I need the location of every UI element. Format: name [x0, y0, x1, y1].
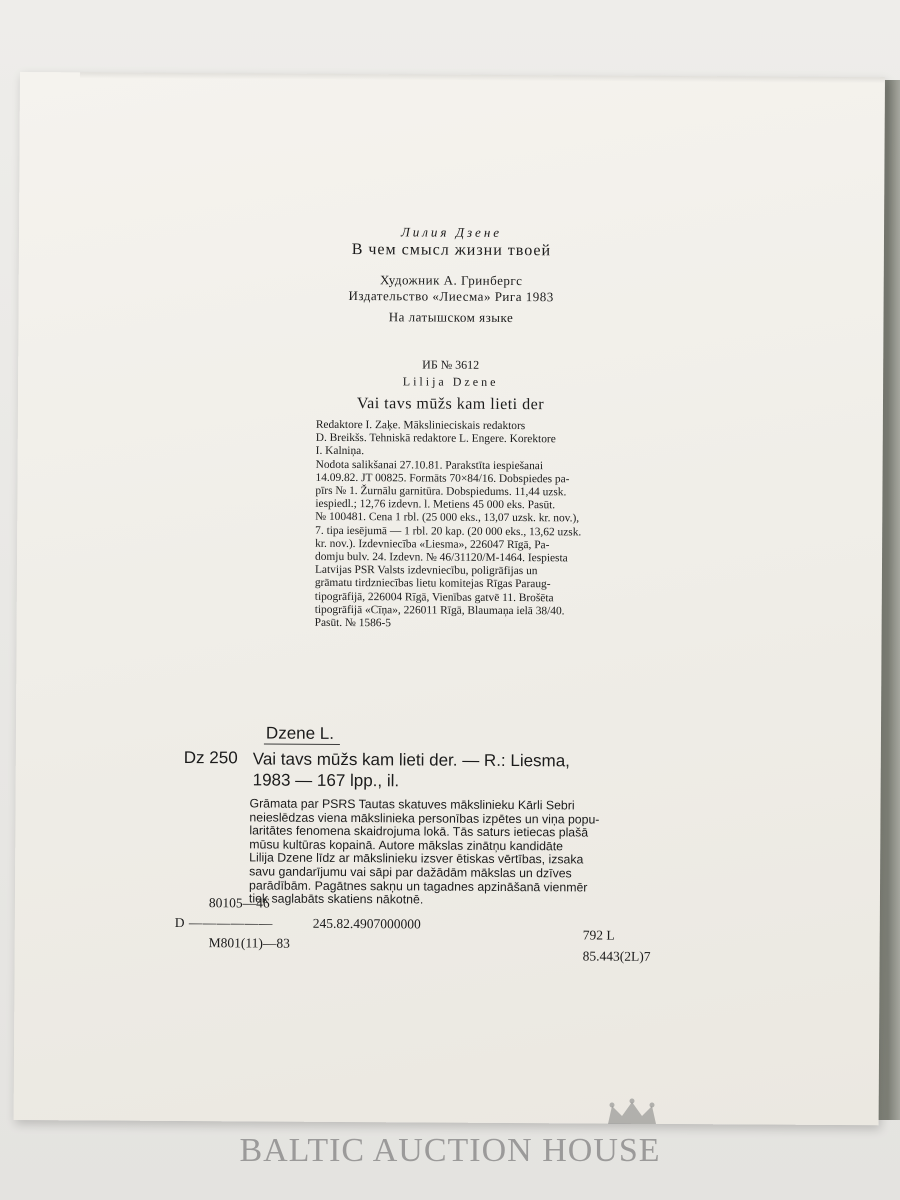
watermark-text: BALTIC AUCTION HOUSE	[239, 1132, 661, 1169]
colophon-line: tipogrāfijā «Cīņa», 226011 Rīgā, Blaumaņa ielā 38/40.	[314, 603, 565, 618]
catalog-title-line: Vai tavs mūžs kam lieti der. — R.: Liesma,	[252, 749, 570, 771]
annotation-line: laritātes fenomena skaidrojuma lokā. Tās saturs ietiecas plašā	[249, 823, 589, 840]
latvian-author: Lilija Dzene	[402, 374, 499, 389]
colophon-line: Latvijas PSR Valsts izdevniecību, poligrāfijas un	[314, 564, 538, 578]
colophon-line: grāmatu tirdzniecības lietu komitejas Rīgas Paraug-	[314, 577, 551, 591]
ib-number: ИБ № 3612	[422, 357, 480, 372]
book-page	[14, 72, 885, 1125]
catalog-annotation	[249, 797, 768, 909]
crown-icon	[604, 1098, 660, 1128]
annotation-line: tiek saglabāts skatiens nākotnē.	[248, 891, 424, 907]
catalog-code-udc: 792 L	[582, 927, 615, 943]
colophon-line: Redaktore I. Zaķe. Mākslinieciskais redaktors	[315, 418, 526, 433]
latvian-title: Vai tavs mūžs kam lieti der	[356, 395, 545, 414]
russian-title: В чем смысл жизни твоей	[351, 241, 552, 260]
russian-publisher: Издательство «Лиесма» Рига 1983	[348, 288, 554, 305]
colophon-line: Pasūt. № 1586-5	[314, 616, 392, 630]
colophon-line: 14.09.82. JT 00825. Formāts 70×84/16. Dobspiedes pa-	[315, 471, 570, 486]
annotation-line: mūsu kultūras kopainā. Autore mākslas zinātņu kandidāte	[249, 837, 564, 854]
catalog-title-line: 1983 — 167 lpp., il.	[252, 770, 400, 791]
russian-language-note: На латышском языке	[388, 309, 514, 326]
colophon-line: 7. tipa iesējumā — 1 rbl. 20 kap. (20 000 eks., 13,62 uzsk.	[315, 524, 582, 539]
colophon-line: tipogrāfijā, 226004 Rīgā, Vienības gatvē 11. Brošēta	[314, 590, 554, 604]
annotation-line: savu gandarījumu vai sāpi par dažādām mākslas un dzīves	[249, 864, 572, 881]
catalog-card-author: Dzene L.	[265, 723, 335, 743]
colophon-line: pīrs № 1. Žurnālu garnitūra. Dobspiedums. 11,44 uzsk.	[315, 484, 567, 499]
catalog-code-bbk: 85.443(2L)7	[582, 948, 651, 964]
colophon	[315, 419, 686, 633]
catalog-code-m: M801(11)—83	[208, 935, 290, 951]
russian-author: Лилия Дзене	[400, 224, 503, 240]
colophon-line: kr. nov.). Izdevniecība «Liesma», 226047 Rīgā, Pa-	[315, 537, 550, 552]
catalog-card-title	[253, 748, 783, 793]
catalog-code-index: 80105—46	[208, 895, 270, 911]
russian-artist: Художник А. Гринбергс	[379, 272, 523, 289]
colophon-line: D. Breikšs. Tehniskā redaktore L. Engere. Korektore	[315, 432, 556, 446]
catalog-call-number: Dz 250	[183, 748, 238, 768]
catalog-card-underline	[264, 744, 340, 745]
annotation-line: Grāmata par PSRS Tautas skatuves mākslinieku Kārli Sebri	[249, 796, 575, 813]
annotation-line: Lilija Dzene līdz ar mākslinieku izsver ētiskas vērtības, izsaka	[249, 850, 584, 867]
annotation-line: neieslēdzas viena mākslinieka personības izpētes un viņa popu-	[249, 810, 600, 827]
colophon-line: iespiedl.; 12,76 izdevn. l. Metiens 45 000 eks. Pasūt.	[315, 498, 556, 512]
colophon-line: Nodota salikšanai 27.10.81. Parakstīta iespiešanai	[315, 458, 544, 472]
annotation-line: parādībām. Pagātnes sakņu un tagadnes apzināšanā vienmēr	[248, 877, 588, 895]
colophon-line: I. Kalniņa.	[315, 445, 365, 458]
colophon-line: № 100481. Cena 1 rbl. (25 000 eks., 13,07 uzsk. kr. nov.),	[315, 511, 580, 525]
colophon-line: domju bulv. 24. Izdevn. № 46/31120/M-1464. Iespiesta	[315, 550, 568, 565]
catalog-code-d: D ——————	[174, 914, 273, 931]
catalog-code-number: 245.82.4907000000	[312, 915, 421, 932]
